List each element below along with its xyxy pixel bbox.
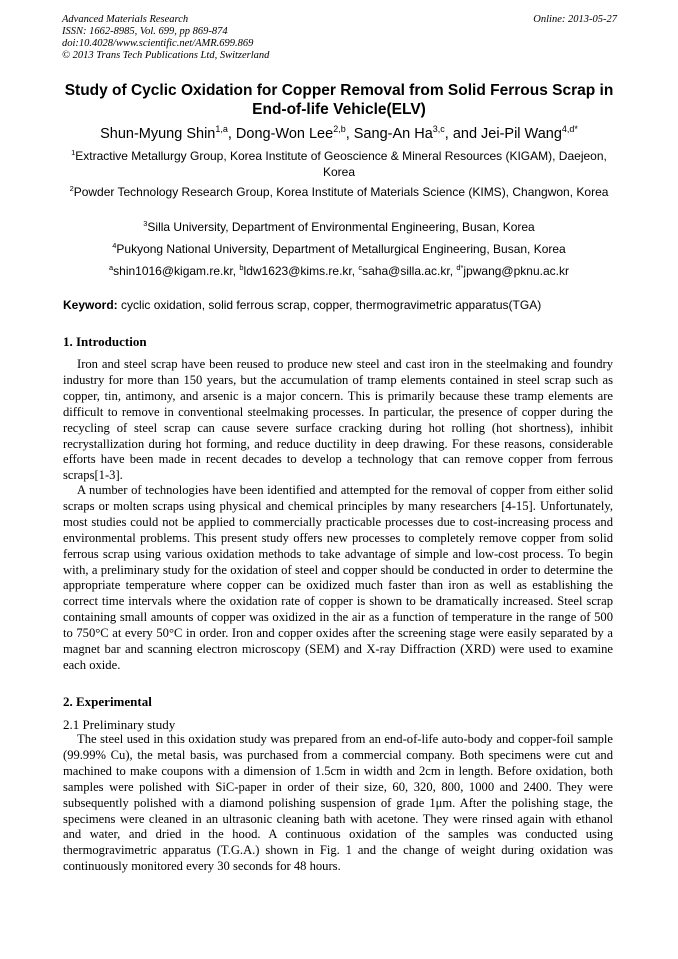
section-heading-experimental: 2. Experimental: [63, 694, 152, 709]
paragraph: A number of technologies have been identified and attempted for the removal of copper from either solid scraps or molten scraps using physical and chemical principles by many researchers [4-15]. Unfortunately, most studies could not be applied to commercially practicable processes due to cost-increasing process and environmental problems. This present study offers new processes to completely remove copper from solid ferrous scrap using various oxidation methods to take advantage of simple and low-cost process. To begin with, a preliminary study for the oxidation of steel and copper should be conducted in order to determine the appropriate temperature where copper can be oxidized much faster than iron as well as establishing the correct time intervals where the oxidation rate of copper is shown to be dramatically increased. Steel scrap containing small amounts of copper was oxidized in the air as a function of temperature in the range of 500 to 750°C at every 50°C in order. Iron and copper oxides after the screening stage were easily separated by a magnet bar and scanning electron microscopy (SEM) and X-ray Diffraction (XRD) were used to examine each oxide.: [63, 483, 613, 672]
journal-name: Advanced Materials Research: [62, 14, 189, 25]
journal-header: [62, 14, 617, 62]
section-heading-introduction: 1. Introduction: [63, 334, 147, 349]
author: Shun-Myung Shin$^{1,a}$,: [100, 124, 236, 142]
author: Sang-An Ha$^{3,c}$, and: [353, 124, 482, 142]
paragraph: Iron and steel scrap have been reused to produce new steel and cast iron in the steelmaking and foundry industry for more than 150 years, but the accumulation of tramp elements contained in steel scrap such as copper, tin, antimony, and arsenic is a major concern. This is primarily because these tramp elements are difficult to remove in conventional steelmaking processes. In particular, the presence of copper during the recycling of steel scrap can cause severe surface cracking during hot rolling (hot shortness), inhibit recrystallization during hot forming, and reduce ductility in deep drawing. For these reasons, considerable efforts have been made in recent decades to develop a technology that can remove copper from ferrous scraps[1-3].: [63, 357, 613, 483]
affiliation: $^4$Pukyong National University, Department of Metallurgical Engineering, Busan, Korea: [112, 241, 566, 256]
affiliation: $^2$Powder Technology Research Group, Korea Institute of Materials Science (KIMS), Changwon, Korea: [69, 184, 609, 199]
keywords: [63, 298, 623, 313]
keywords-label: Keyword:: [63, 298, 118, 312]
author: Jei-Pil Wang$^{4,d*}$: [481, 124, 578, 142]
email: $^{d*}$jpwang@pknu.ac.kr: [456, 263, 569, 278]
copyright: © 2013 Trans Tech Publications Ltd, Switzerland: [62, 50, 270, 61]
issn: ISSN: 1662-8985, Vol. 699, pp 869-874: [62, 26, 228, 37]
subsection-heading: 2.1 Preliminary study: [63, 717, 176, 732]
affiliation: $^1$Extractive Metallurgy Group, Korea Institute of Geoscience & Mineral Resources (KIGAM), Daejeon, Korea: [71, 148, 607, 179]
author-list: [40, 125, 638, 143]
paragraph: The steel used in this oxidation study was prepared from an end-of-life auto-body and copper-foil sample (99.99% Cu), the metal basis, was purchased from a commercial company. Both specimens were cut and machined to make coupons with a dimension of 1.5cm in width and 2cm in length. Before oxidation, both samples were polished with SiC-paper in order of their size, 60, 320, 800, 1000 and 2400. They were subsequently polished with a diamond polishing suspension of grade 1μm. After the polishing stage, the specimens were cleaned in an ultrasonic cleaning bath with acetone. They were rinsed again with ethanol and water, and dried in the hood. A continuous oxidation of the samples was conducted using thermogravimetric apparatus (T.G.A.) shown in Fig. 1 and the change of weight during oxidation was continuously monitored every 30 seconds for 48 hours.: [63, 732, 613, 874]
email: $^b$ldw1623@kims.re.kr,: [239, 263, 359, 278]
doi: doi:10.4028/www.scientific.net/AMR.699.869: [62, 38, 254, 49]
email: $^c$saha@silla.ac.kr,: [358, 263, 457, 278]
online-date: Online: 2013-05-27: [533, 14, 617, 25]
email: $^a$shin1016@kigam.re.kr,: [109, 263, 240, 278]
email-list: [60, 263, 618, 279]
keywords-text: cyclic oxidation, solid ferrous scrap, copper, thermogravimetric apparatus(TGA): [121, 298, 542, 312]
author: Dong-Won Lee$^{2,b}$,: [235, 124, 354, 142]
paper-title: Study of Cyclic Oxidation for Copper Removal from Solid Ferrous Scrap in End-of-life Vehicle(ELV): [64, 82, 614, 118]
affiliation: $^3$Silla University, Department of Environmental Engineering, Busan, Korea: [143, 219, 535, 234]
